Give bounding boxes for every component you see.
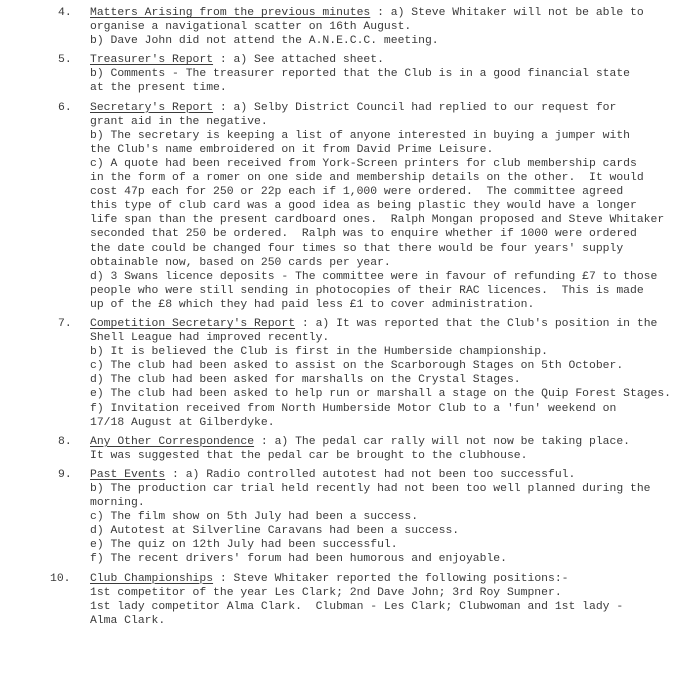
item-line: obtainable now, based on 250 cards per year.	[90, 256, 391, 269]
minutes-item	[0, 317, 700, 430]
item-number: 8.	[58, 435, 72, 448]
item-line: at the present time.	[90, 82, 227, 95]
item-line: d) The club had been asked for marshalls on the Crystal Stages.	[90, 374, 521, 387]
item-number: 10.	[50, 572, 71, 585]
item-line: f) The recent drivers' forum had been humorous and enjoyable.	[90, 553, 507, 566]
item-heading-text: : a) It was reported that the Club's position in the	[295, 317, 658, 330]
item-heading: Past Events	[90, 468, 166, 481]
item-body	[90, 468, 680, 567]
item-line: Shell League had improved recently.	[90, 332, 330, 345]
minutes-item	[0, 53, 700, 95]
item-line: b) Dave John did not attend the A.N.E.C.C. meeting.	[90, 35, 439, 48]
item-line: c) A quote had been received from York-Screen printers for club membership cards	[90, 157, 637, 170]
item-body	[90, 53, 680, 95]
item-heading-text: : Steve Whitaker reported the following positions:-	[213, 572, 569, 585]
item-line: c) The film show on 5th July had been a success.	[90, 511, 419, 524]
minutes-item	[0, 6, 700, 48]
minutes-page	[0, 6, 700, 633]
item-heading: Matters Arising from the previous minutes	[90, 7, 371, 19]
item-line: in the form of a romer on one side and membership details on the other. It would	[90, 172, 644, 185]
item-line: organise a navigational scatter on 16th August.	[90, 21, 412, 34]
item-first-line	[90, 6, 680, 20]
item-heading: Club Championships	[90, 572, 214, 585]
item-heading: Any Other Correspondence	[90, 435, 255, 448]
item-line: It was suggested that the pedal car be brought to the clubhouse.	[90, 449, 528, 462]
item-line: people who were still sending in photocopies of their RAC licences. This is made	[90, 284, 644, 297]
item-heading-text: : a) Radio controlled autotest had not been too successful.	[165, 468, 576, 481]
minutes-item	[0, 101, 700, 312]
item-line: c) The club had been asked to assist on the Scarborough Stages on 5th October.	[90, 360, 624, 373]
item-heading: Competition Secretary's Report	[90, 317, 296, 330]
item-line: b) It is believed the Club is first in the Humberside championship.	[90, 346, 548, 359]
item-line: morning.	[90, 497, 145, 510]
item-number: 9.	[58, 468, 72, 481]
minutes-item	[0, 468, 700, 567]
item-first-line	[90, 572, 680, 586]
item-first-line	[90, 317, 680, 331]
item-line: Alma Clark.	[90, 614, 166, 627]
item-line: b) Comments - The treasurer reported that the Club is in a good financial state	[90, 68, 631, 81]
item-line: up of the £8 which they had paid less £1 to cover administration.	[90, 298, 535, 311]
item-line: grant aid in the negative.	[90, 115, 268, 128]
minutes-item	[0, 435, 700, 463]
item-line: d) 3 Swans licence deposits - The committee were in favour of refunding £7 to those	[90, 270, 658, 283]
item-heading-text: : a) Steve Whitaker will not be able to	[370, 7, 644, 19]
item-line: d) Autotest at Silverline Caravans had been a success.	[90, 525, 460, 538]
item-first-line	[90, 435, 680, 449]
item-first-line	[90, 468, 680, 482]
item-line: b) The secretary is keeping a list of anyone interested in buying a jumper with	[90, 129, 631, 142]
item-body	[90, 101, 680, 312]
item-body	[90, 572, 680, 628]
item-heading: Secretary's Report	[90, 101, 214, 114]
item-line: this type of club card was a good idea as being plastic they would have a longer	[90, 200, 637, 213]
item-line: cost 47p each for 250 or 22p each if 1,000 were ordered. The committee agreed	[90, 186, 624, 199]
item-line: b) The production car trial held recently had not been too well planned during the	[90, 483, 651, 495]
item-line: 1st lady competitor Alma Clark. Clubman - Les Clark; Clubwoman and 1st lady -	[90, 600, 624, 613]
item-heading-text: : a) Selby District Council had replied to our request for	[213, 101, 617, 114]
item-line: seconded that 250 be ordered. Ralph was to enquire whether if 1000 were ordered	[90, 228, 637, 241]
item-heading: Treasurer's Report	[90, 54, 214, 67]
item-heading-text: : a) See attached sheet.	[213, 54, 384, 67]
item-body	[90, 6, 680, 48]
item-line: e) The club had been asked to help run or marshall a stage on the Quip Forest Stages.	[90, 388, 672, 401]
item-line: 1st competitor of the year Les Clark; 2nd Dave John; 3rd Roy Sumpner.	[90, 586, 562, 599]
item-line: life span than the present cardboard ones. Ralph Mongan proposed and Steve Whitaker	[90, 214, 665, 227]
item-number: 5.	[58, 54, 72, 67]
item-line: f) Invitation received from North Humberside Motor Club to a 'fun' weekend on	[90, 402, 617, 415]
item-body	[90, 435, 680, 463]
item-line: the date could be changed four times so that there would be four years' supply	[90, 242, 624, 255]
item-line: 17/18 August at Gilberdyke.	[90, 416, 275, 429]
item-line: e) The quiz on 12th July had been successful.	[90, 539, 398, 552]
item-line: the Club's name embroidered on it from David Prime Leisure.	[90, 143, 494, 156]
item-number: 6.	[58, 101, 72, 114]
minutes-item	[0, 572, 700, 628]
item-number: 4.	[58, 7, 72, 19]
item-first-line	[90, 53, 680, 67]
item-first-line	[90, 101, 680, 115]
item-number: 7.	[58, 317, 72, 330]
item-heading-text: : a) The pedal car rally will not now be taking place.	[254, 435, 631, 448]
item-body	[90, 317, 680, 430]
